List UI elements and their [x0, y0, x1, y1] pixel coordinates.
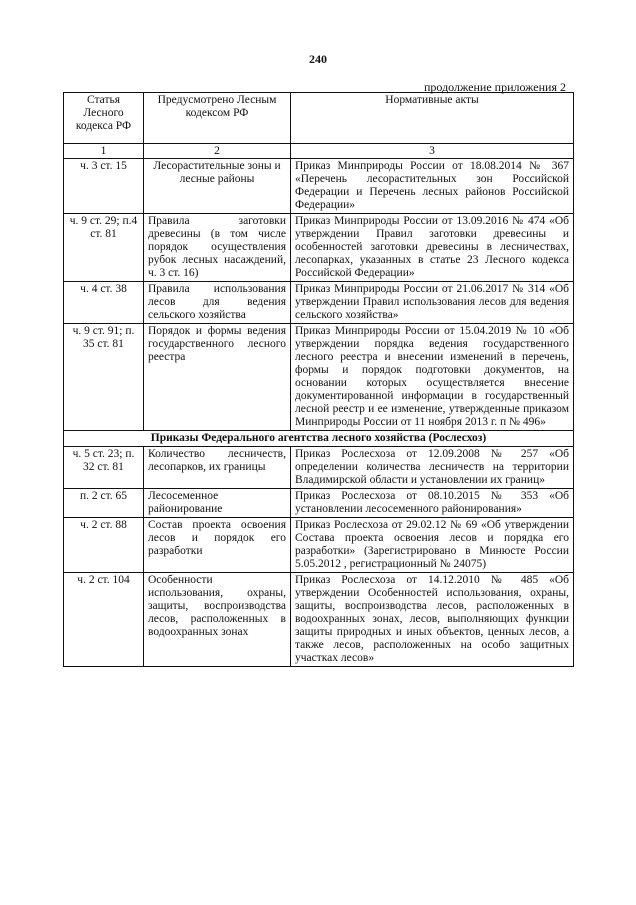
act-cell: Приказ Минприроды России от 21.06.2017 № 314 «Об утверждении Правил использования лесов для ведения сельского хозяйства»	[291, 282, 574, 324]
act-cell: Приказ Минприроды России от 13.09.2016 № 474 «Об утверждении Правил заготовки древесины и особенностей заготовки древесины в лесничествах, лесопарках, указанных в статье 23 Лесного кодекса Российской Федерации»	[291, 214, 574, 282]
provision-cell: Количество лесничеств, лесопарков, их границы	[144, 447, 291, 489]
section-row	[64, 431, 574, 447]
article-cell: ч. 2 ст. 104	[64, 573, 144, 667]
article-cell: ч. 9 ст. 91; п. 35 ст. 81	[64, 324, 144, 431]
act-cell: Приказ Рослесхоза от 29.02.12 № 69 «Об утверждении Состава проекта освоения лесов и порядка его разработки» (Зарегистрировано в Минюсте России 5.05.2012 , регистрационный № 24075)	[291, 518, 574, 573]
provision-cell: Правила заготовки древесины (в том числе порядок осуществления рубок лесных насаждений, ч. 3 ст. 16)	[144, 214, 291, 282]
article-cell: ч. 4 ст. 38	[64, 282, 144, 324]
column-number: 1	[64, 144, 144, 159]
provision-cell: Состав проекта освоения лесов и порядок его разработки	[144, 518, 291, 573]
table-row	[64, 214, 574, 282]
provision-cell: Правила использования лесов для ведения сельского хозяйства	[144, 282, 291, 324]
header-provision: Предусмотрено Лесным кодексом РФ	[144, 93, 291, 144]
article-cell: п. 2 ст. 65	[64, 489, 144, 518]
normative-acts-table	[63, 92, 574, 667]
table-row	[64, 324, 574, 431]
act-cell: Приказ Рослесхоза от 08.10.2015 № 353 «Об установлении лесосеменного районирования»	[291, 489, 574, 518]
continuation-note: продолжение приложения 2	[424, 80, 566, 94]
provision-cell: Лесорастительные зоны и лесные районы	[144, 159, 291, 214]
act-cell: Приказ Рослесхоза от 12.09.2008 № 257 «Об определении количества лесничеств на территории Владимирской области и установлении их границ»	[291, 447, 574, 489]
article-cell: ч. 2 ст. 88	[64, 518, 144, 573]
act-cell: Приказ Минприроды России от 18.08.2014 № 367 «Перечень лесорастительных зон Российской Федерации и Перечень лесных районов Российской Федерации»	[291, 159, 574, 214]
table-row	[64, 518, 574, 573]
provision-cell: Порядок и формы ведения государственного лесного реестра	[144, 324, 291, 431]
table-row	[64, 159, 574, 214]
table-row	[64, 489, 574, 518]
table-row	[64, 447, 574, 489]
article-cell: ч. 5 ст. 23; п. 32 ст. 81	[64, 447, 144, 489]
page-number: 240	[309, 52, 327, 66]
column-number-row	[64, 144, 574, 159]
section-title: Приказы Федерального агентства лесного хозяйства (Рослесхоз)	[64, 431, 574, 447]
article-cell: ч. 3 ст. 15	[64, 159, 144, 214]
provision-cell: Лесосеменное районирование	[144, 489, 291, 518]
provision-cell: Особенности использования, охраны, защиты, воспроизводства лесов, расположенных в водоохранных зонах	[144, 573, 291, 667]
act-cell: Приказ Рослесхоза от 14.12.2010 № 485 «Об утверждении Особенностей использования, охраны, защиты, воспроизводства лесов, расположенных в водоохранных зонах, лесов, выполняющих функции защиты природных и иных объектов, ценных лесов, а также лесов, расположенных на особо защитных участках лесов»	[291, 573, 574, 667]
column-number: 2	[144, 144, 291, 159]
column-number: 3	[291, 144, 574, 159]
act-cell: Приказ Минприроды России от 15.04.2019 № 10 «Об утверждении порядка ведения государственного лесного реестра и внесении изменений в перечень, формы и порядок подготовки документов, на основании которых осуществляется внесение документированной информации в государственный лесной реестр и ее изменение, утвержденные приказом Минприроды России от 11 ноября 2013 г. п № 496»	[291, 324, 574, 431]
table-header-row	[64, 93, 574, 144]
article-cell: ч. 9 ст. 29; п.4 ст. 81	[64, 214, 144, 282]
header-acts: Нормативные акты	[291, 93, 574, 144]
header-article: Статья Лесного кодекса РФ	[64, 93, 144, 144]
table-row	[64, 282, 574, 324]
table-row	[64, 573, 574, 667]
